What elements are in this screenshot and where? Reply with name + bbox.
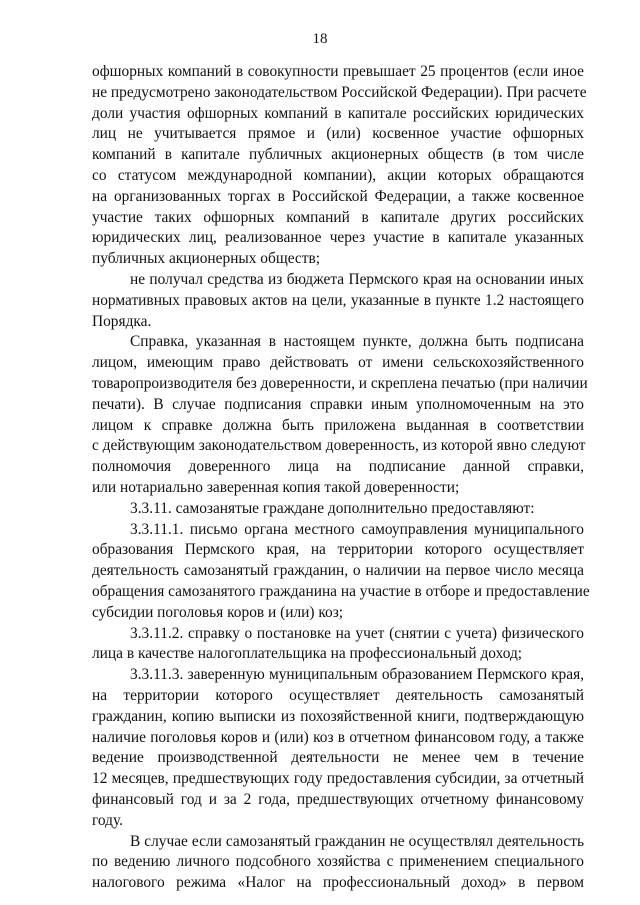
text-line: В случае если самозанятый гражданин не осуществлял деятельность: [130, 832, 584, 850]
text-line: юридических лиц, реализованное через участие в капитале указанных: [92, 229, 584, 247]
text-line: с действующим законодательством доверенность, из которой явно следуют: [92, 437, 586, 455]
text-line: 12 месяцев, предшествующих году предоставления субсидии, за отчетный: [92, 770, 584, 788]
text-line: субсидии поголовья коров и (или) коз;: [92, 603, 344, 621]
text-line: 3.3.11.2. справку о постановке на учет (снятии с учета) физического: [130, 624, 584, 642]
text-line: Порядка.: [92, 312, 152, 330]
text-line: участие таких офшорных компаний в капитале других российских: [92, 208, 584, 226]
text-line: по ведению личного подсобного хозяйства с применением специального: [92, 853, 584, 871]
text-line: лиц не учитывается прямое и (или) косвенное участие офшорных: [92, 125, 584, 143]
text-line: наличие поголовья коров и (или) коз в отчетном финансовом году, а также: [92, 728, 584, 746]
text-line: или нотариально заверенная копия такой доверенности;: [92, 479, 460, 496]
text-line: гражданин, копию выписки из похозяйственной книги, подтверждающую: [92, 707, 584, 725]
text-line: 3.3.11.3. заверенную муниципальным образованием Пермского края,: [130, 666, 584, 684]
text-line: доли участия офшорных компаний в капитале российских юридических: [92, 104, 584, 122]
text-line: со статусом международной компании), акции которых обращаются: [92, 167, 584, 184]
text-line: печати). В случае подписания справки иным уполномоченным на это: [92, 395, 584, 413]
text-line: обращения самозанятого гражданина на участие в отборе и предоставление: [92, 583, 590, 600]
text-line: нормативных правовых актов на цели, указанные в пункте 1.2 настоящего: [92, 291, 584, 309]
text-line: году.: [92, 811, 124, 829]
text-line: 3.3.11. самозанятые граждане дополнительно предоставляют:: [130, 499, 535, 517]
text-line: ведение производственной деятельности не менее чем в течение: [92, 749, 584, 767]
text-line: не получал средства из бюджета Пермского края на основании иных: [130, 271, 584, 288]
text-line: не предусмотрено законодательством Российской Федерации). При расчете: [92, 83, 587, 101]
text-line: лицом, имеющим право действовать от имени сельскохозяйственного: [92, 354, 584, 372]
text-line: 3.3.11.1. письмо органа местного самоуправления муниципального: [130, 520, 584, 538]
text-line: Справка, указанная в настоящем пункте, должна быть подписана: [130, 333, 584, 351]
text-line: образования Пермского края, на территории которого осуществляет: [92, 541, 584, 559]
text-line: лица в качестве налогоплательщика на профессиональный доход;: [92, 645, 523, 663]
text-line: лицом к справке должна быть приложена выданная в соответствии: [92, 416, 584, 434]
text-line: компаний в капитале публичных акционерных обществ (в том числе: [92, 146, 584, 164]
text-line: на территории которого осуществляет деятельность самозанятый: [92, 687, 584, 704]
text-line: товаропроизводителя без доверенности, и скреплена печатью (при наличии: [92, 375, 588, 392]
text-line: офшорных компаний в совокупности превышает 25 процентов (если иное: [92, 63, 584, 80]
text-line: на организованных торгах в Российской Федерации, а также косвенное: [92, 187, 584, 205]
text-line: налогового режима «Налог на профессиональный доход» в первом: [92, 874, 584, 892]
text-line: деятельность самозанятый гражданин, о наличии на первое число месяца: [92, 562, 584, 580]
text-line: публичных акционерных обществ;: [92, 250, 321, 268]
text-line: финансовый год и за 2 года, предшествующих отчетному финансовому: [92, 791, 584, 808]
page-number: 18: [312, 31, 328, 47]
text-line: полномочия доверенного лица на подписание данной справки,: [92, 458, 584, 476]
